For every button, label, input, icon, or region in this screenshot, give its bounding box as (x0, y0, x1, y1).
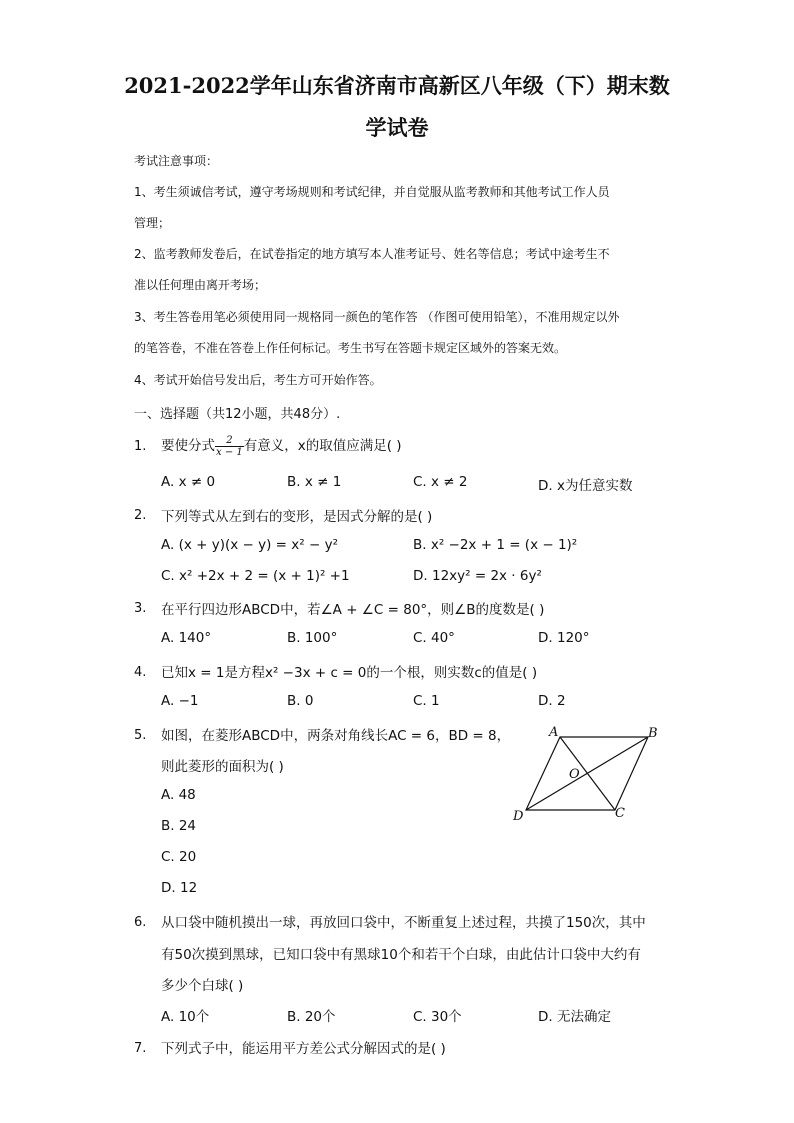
q3-option-b: B. 100° (287, 630, 338, 646)
q2-number: 2. (134, 508, 147, 523)
q1-option-d: D. x为任意实数 (538, 478, 633, 494)
q1-fraction-numerator: 2 (215, 435, 244, 447)
q1-stem (161, 434, 402, 458)
q6-option-d: D. 无法确定 (538, 1009, 611, 1025)
q5-option-b: B. 24 (161, 818, 197, 834)
q6-option-c: C. 30个 (413, 1009, 462, 1025)
q5-option-a: A. 48 (161, 787, 196, 803)
q2-stem: 下列等式从左到右的变形，是因式分解的是( ) (161, 509, 433, 525)
q3-number: 3. (134, 601, 147, 616)
q1-fraction-denominator: x − 1 (216, 446, 243, 458)
q3-option-c: C. 40° (413, 630, 455, 646)
q6-number: 6. (134, 915, 147, 930)
q5-number: 5. (134, 728, 147, 743)
q5-stem-line2: 则此菱形的面积为( ) (161, 759, 284, 775)
section-heading: 一、选择题（共12小题，共48分）. (134, 407, 341, 422)
q5-option-c: C. 20 (161, 849, 197, 865)
q6-option-a: A. 10个 (161, 1009, 210, 1025)
q4-stem: 已知x = 1是方程x² −3x + c = 0的一个根，则实数c的值是( ) (161, 665, 538, 681)
q4-option-a: A. −1 (161, 693, 199, 709)
q3-stem: 在平行四边形ABCD中，若∠A + ∠C = 80°，则∠B的度数是( ) (161, 602, 545, 618)
rhombus-figure (505, 720, 670, 830)
q3-option-a: A. 140° (161, 630, 212, 646)
q4-option-c: C. 1 (413, 693, 440, 709)
q2-option-d: D. 12xy² = 2x · 6y² (413, 568, 542, 584)
q5-option-d: D. 12 (161, 880, 198, 896)
vertex-label-a: A (549, 725, 559, 740)
q1-stem-pre: 要使分式 (161, 438, 215, 454)
q1-option-a: A. x ≠ 0 (161, 474, 216, 490)
q1-number: 1. (134, 439, 147, 454)
vertex-label-c: C (615, 806, 625, 821)
q6-stem-line3: 多少个白球( ) (161, 978, 244, 994)
notice-line-5: 3、考生答卷用笔必须使用同一规格同一颜色的笔作答 （作图可使用铅笔），不准用规定以外 (134, 310, 620, 324)
notice-line-3: 2、监考教师发卷后，在试卷指定的地方填写本人准考证号、姓名等信息；考试中途考生不 (134, 247, 610, 261)
notice-line-7: 4、考试开始信号发出后，考生方可开始作答。 (134, 373, 382, 387)
notice-line-6: 的笔答卷，不准在答卷上作任何标记。考生书写在答题卡规定区域外的答案无效。 (134, 341, 567, 355)
q4-number: 4. (134, 665, 147, 680)
notice-line-1: 1、考生须诚信考试，遵守考场规则和考试纪律，并自觉服从监考教师和其他考试工作人员 (134, 185, 610, 199)
q2-option-b: B. x² −2x + 1 = (x − 1)² (413, 537, 578, 553)
q2-option-a: A. (x + y)(x − y) = x² − y² (161, 537, 338, 553)
q6-stem-line1: 从口袋中随机摸出一球，再放回口袋中，不断重复上述过程，共摸了150次，其中 (161, 915, 646, 931)
q5-stem-line1: 如图，在菱形ABCD中，两条对角线长AC = 6，BD = 8， (161, 728, 511, 744)
center-label-o: O (569, 767, 580, 782)
q6-stem-line2: 有50次摸到黑球，已知口袋中有黑球10个和若干个白球，由此估计口袋中大约有 (161, 947, 641, 963)
q4-option-b: B. 0 (287, 693, 314, 709)
q1-option-b: B. x ≠ 1 (287, 474, 342, 490)
q1-fraction (215, 435, 244, 458)
q2-option-c: C. x² +2x + 2 = (x + 1)² +1 (161, 568, 350, 584)
notice-line-4: 准以任何理由离开考场； (134, 278, 267, 292)
q7-stem: 下列式子中，能运用平方差公式分解因式的是( ) (161, 1041, 446, 1057)
vertex-label-b: B (648, 726, 658, 741)
q1-stem-post: 有意义，x的取值应满足( ) (243, 438, 402, 454)
notice-heading: 考试注意事项： (134, 154, 219, 168)
q3-option-d: D. 120° (538, 630, 590, 646)
exam-title-line2: 学试卷 (365, 115, 429, 140)
notice-line-2: 管理； (134, 216, 171, 230)
q6-option-b: B. 20个 (287, 1009, 336, 1025)
q1-option-c: C. x ≠ 2 (413, 474, 468, 490)
q4-option-d: D. 2 (538, 693, 566, 709)
vertex-label-d: D (513, 809, 524, 824)
q7-number: 7. (134, 1041, 147, 1056)
diagonal-bd (526, 737, 648, 810)
exam-title-line1: 2021-2022学年山东省济南市高新区八年级（下）期末数 (124, 73, 670, 98)
